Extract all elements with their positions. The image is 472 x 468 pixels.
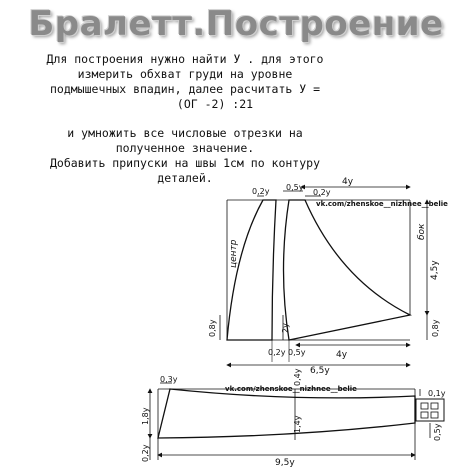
label-top-small-seg: 0,2y (313, 188, 331, 197)
intro-line: полученное значение. (115, 141, 255, 155)
hook-eye-icon (431, 403, 438, 409)
intro-formula: (ОГ -2) :21 (176, 97, 254, 111)
label-band-right-height: 0,5y (433, 423, 442, 441)
intro-line: и умножить все числовые отрезки на (67, 126, 303, 140)
intro-line: деталей. (157, 171, 213, 185)
label-total-width: 6,5y (310, 366, 330, 376)
cup-watermark: vk.com/zhenskoe__nizhnee__belie (316, 200, 448, 208)
label-band-top-left: 0,3y (160, 375, 178, 384)
hook-eye-icon (421, 412, 428, 418)
label-right-height: 0,8y (431, 319, 440, 337)
intro-line: Добавить припуски на швы 1см по контуру (49, 156, 321, 170)
band-watermark: vk.com/zhenskoe__nizhnee__belie (225, 385, 357, 393)
intro-line: подмышечных впадин, далее расчитать У = (49, 82, 321, 96)
label-bottom-right-seg: 0,5y (288, 348, 306, 357)
label-bottom-left-seg: 0,2y (268, 348, 286, 357)
label-top-width: 4y (342, 177, 354, 187)
label-band-top-mid: 0,4y (293, 368, 302, 386)
cup-pattern (220, 187, 427, 365)
intro-line: измерить обхват груди на уровне (77, 67, 293, 81)
label-side: бок (417, 223, 427, 240)
label-side-height: 4,5y (430, 260, 440, 280)
intro-line: Для построения нужно найти У . для этого (46, 52, 324, 66)
label-top-right-seg: 0,5y (286, 183, 304, 192)
label-band-left-height: 1,8y (141, 407, 150, 425)
hook-eye-icon (421, 403, 428, 409)
cup-left-piece (227, 200, 276, 340)
label-band-mid-height: 1,4y (293, 415, 302, 433)
label-middle-height: 2y (281, 323, 290, 333)
hook-eye-icon (431, 412, 438, 418)
label-band-width: 9,5y (275, 458, 295, 468)
label-center: центр (229, 239, 239, 268)
closure-hooks (416, 399, 444, 421)
label-band-bottom-left: 0,2y (141, 444, 150, 462)
label-bottom-width: 4y (336, 350, 348, 360)
label-band-top-right: 0,1y (428, 389, 446, 398)
page-title: Бралетт.Построение (28, 4, 444, 44)
band-piece (158, 389, 415, 438)
cup-right-piece (284, 200, 411, 340)
label-top-left-seg: 0,2y (252, 187, 270, 196)
label-left-height: 0,8y (208, 319, 217, 337)
